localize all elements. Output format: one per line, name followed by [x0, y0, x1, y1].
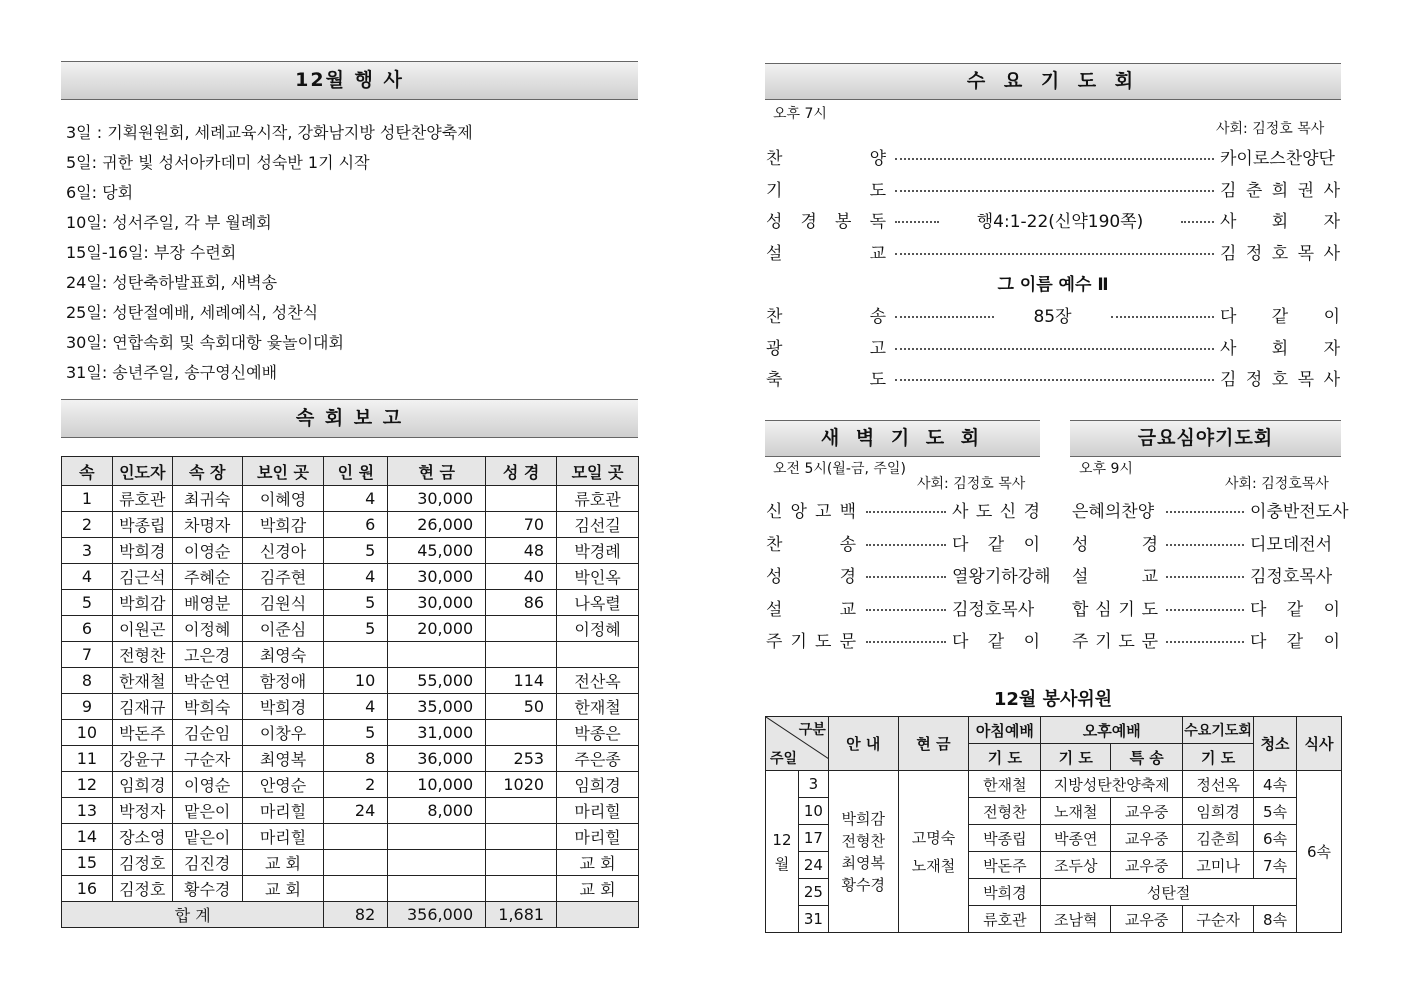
table-cell: 최귀숙: [172, 486, 242, 512]
table-cell: 12: [62, 772, 113, 798]
table-cell: 함정애: [242, 668, 324, 694]
table-cell: [486, 876, 557, 902]
table-cell: 교 회: [557, 850, 639, 876]
table-cell: 86: [486, 590, 557, 616]
table-cell: 김주현: [242, 564, 324, 590]
table-cell: 임희경: [112, 772, 172, 798]
december-events-header: [61, 61, 638, 100]
col-header: 속: [62, 457, 113, 486]
table-cell: 김정호: [112, 850, 172, 876]
program-label: 광 고: [766, 338, 886, 359]
table-cell: 김재규: [112, 694, 172, 720]
dotted-leader: [866, 544, 946, 546]
wednesday-pray-cell: 정선옥: [1183, 771, 1254, 798]
cleaning-cell: 4속: [1254, 771, 1297, 798]
table-cell: [557, 642, 639, 668]
table-cell: 10: [62, 720, 113, 746]
dotted-leader: [895, 221, 939, 223]
table-cell: 박인옥: [557, 564, 639, 590]
dotted-leader: [895, 158, 1214, 160]
cleaning-cell: 5속: [1254, 798, 1297, 825]
december-events-title: 12월 행 사: [295, 69, 404, 91]
table-cell: 3: [62, 538, 113, 564]
total-bible: 1,681: [486, 902, 557, 928]
table-cell: 박희숙: [172, 694, 242, 720]
table-cell: 26,000: [388, 512, 486, 538]
table-cell: 박희경: [112, 538, 172, 564]
table-cell: 1020: [486, 772, 557, 798]
program-detail: 행4:1-22(신약190쪽): [976, 212, 1144, 232]
program-person: 다 같 이: [952, 632, 1040, 652]
table-row: [766, 771, 1342, 798]
program-label: 설 교: [1072, 567, 1158, 587]
table-cell: 16: [62, 876, 113, 902]
table-row: [62, 850, 639, 876]
program-label: 성 경: [766, 567, 856, 587]
table-row: [62, 798, 639, 824]
table-cell: 5: [324, 538, 388, 564]
table-cell: 고은경: [172, 642, 242, 668]
wednesday-service-header: 수요기도회: [1183, 717, 1254, 744]
offering-list: 고명숙 노재철: [898, 771, 969, 933]
morning-header: 아침예배: [969, 717, 1041, 744]
table-cell: 황수경: [172, 876, 242, 902]
sermon-title: 그 이름 예수 Ⅱ: [997, 275, 1109, 295]
total-people: 82: [324, 902, 388, 928]
table-cell: 1: [62, 486, 113, 512]
table-cell: 최영숙: [242, 642, 324, 668]
table-cell: 신경아: [242, 538, 324, 564]
program-person: 사 도 신 경: [952, 502, 1040, 522]
program-person: 김정호목사: [952, 599, 1035, 620]
cleaning-cell: 6속: [1254, 825, 1297, 852]
guide-list: 박희감 전형찬 최영복 황수경: [828, 771, 898, 933]
cleaning-cell: 7속: [1254, 852, 1297, 879]
table-cell: 70: [486, 512, 557, 538]
dotted-leader: [1181, 221, 1214, 223]
table-cell: 45,000: [388, 538, 486, 564]
table-row: [62, 746, 639, 772]
dawn-header: [765, 420, 1040, 457]
program-person: 카이로스찬양단: [1220, 149, 1335, 169]
table-cell: 8,000: [388, 798, 486, 824]
program-label: 찬 송: [766, 307, 886, 327]
table-cell: 4: [324, 564, 388, 590]
table-cell: 박돈주: [112, 720, 172, 746]
table-cell: [486, 616, 557, 642]
afternoon-header: 오후예배: [1041, 717, 1183, 744]
table-cell: 차명자: [172, 512, 242, 538]
event-item: 24일: 성탄축하발표회, 새벽송: [66, 273, 278, 292]
table-row: [62, 486, 639, 512]
table-cell: 맡은이: [172, 798, 242, 824]
morning-pray-cell: 전형찬: [969, 798, 1041, 825]
table-cell: 교 회: [557, 876, 639, 902]
table-cell: 4: [324, 486, 388, 512]
event-item: 3일 : 기획원원회, 세례교육시작, 강화남지방 성탄찬양축제: [66, 123, 473, 142]
table-row: [62, 642, 639, 668]
program-label: 찬 양: [766, 149, 886, 169]
day-cell: 31: [798, 906, 828, 933]
table-row: [62, 668, 639, 694]
dotted-leader: [895, 316, 994, 318]
total-empty: [557, 902, 639, 928]
dotted-leader: [1111, 316, 1214, 318]
afternoon-special-cell: 교우중: [1111, 825, 1183, 852]
table-cell: 한재철: [557, 694, 639, 720]
afternoon-pray-cell: 조두상: [1041, 852, 1111, 879]
dotted-leader: [1166, 576, 1244, 578]
table-cell: 박순연: [172, 668, 242, 694]
morning-pray-cell: 박종립: [969, 825, 1041, 852]
table-cell: 김순임: [172, 720, 242, 746]
dotted-leader: [866, 576, 946, 578]
table-cell: 구순자: [172, 746, 242, 772]
day-cell: 3: [798, 771, 828, 798]
table-cell: 7: [62, 642, 113, 668]
col-header: 성 경: [486, 457, 557, 486]
table-row: [62, 512, 639, 538]
day-cell: 24: [798, 852, 828, 879]
table-row: [62, 824, 639, 850]
event-item: 25일: 성탄절예배, 세례예식, 성찬식: [66, 303, 319, 322]
program-label: 주 기 도 문: [1072, 632, 1158, 652]
program-label: 성 경 봉 독: [766, 212, 886, 232]
table-cell: 50: [486, 694, 557, 720]
col-header: 현 금: [388, 457, 486, 486]
table-cell: 박정자: [112, 798, 172, 824]
table-cell: 15: [62, 850, 113, 876]
wednesday-pray-cell: 구순자: [1183, 906, 1254, 933]
dawn-leader: 사회: 김정호 목사: [917, 476, 1026, 492]
table-cell: 30,000: [388, 486, 486, 512]
event-item: 10일: 성서주일, 각 부 월례회: [66, 213, 272, 232]
table-cell: [324, 824, 388, 850]
wednesday-pray-header: 기 도: [1183, 744, 1254, 771]
table-cell: 류호관: [557, 486, 639, 512]
program-person: 디모데전서: [1250, 534, 1333, 555]
event-item: 5일: 귀한 빛 성서아카데미 성숙반 1기 시작: [66, 153, 370, 172]
event-item: 6일: 당회: [66, 183, 134, 202]
table-cell: 24: [324, 798, 388, 824]
dotted-leader: [895, 379, 1214, 381]
table-cell: 이혜영: [242, 486, 324, 512]
table-row: [62, 876, 639, 902]
corner-cell: [766, 717, 829, 771]
table-row: [62, 720, 639, 746]
table-cell: 나옥렬: [557, 590, 639, 616]
table-cell: 2: [324, 772, 388, 798]
program-label: 찬 송: [766, 534, 856, 555]
table-cell: 4: [324, 694, 388, 720]
table-cell: 6: [62, 616, 113, 642]
table-cell: 박희감: [112, 590, 172, 616]
day-cell: 17: [798, 825, 828, 852]
table-cell: 한재철: [112, 668, 172, 694]
program-person: 다 같 이: [952, 534, 1040, 555]
dotted-leader: [895, 348, 1214, 350]
wednesday-pray-cell: 김춘희: [1183, 825, 1254, 852]
col-header: 모일 곳: [557, 457, 639, 486]
friday-header: [1070, 420, 1341, 457]
col-header: 인도자: [112, 457, 172, 486]
afternoon-pray-header: 기 도: [1041, 744, 1111, 771]
table-cell: 11: [62, 746, 113, 772]
table-cell: 5: [324, 590, 388, 616]
table-cell: 48: [486, 538, 557, 564]
table-cell: 박종은: [557, 720, 639, 746]
table-cell: 5: [62, 590, 113, 616]
program-person: 다 같 이: [1220, 307, 1340, 327]
table-cell: [388, 850, 486, 876]
dotted-leader: [895, 253, 1214, 255]
table-cell: 안영순: [242, 772, 324, 798]
table-cell: 10: [324, 668, 388, 694]
table-cell: 20,000: [388, 616, 486, 642]
afternoon-pray-cell: 박종연: [1041, 825, 1111, 852]
col-header: 보인 곳: [242, 457, 324, 486]
cell-report-table: [61, 456, 639, 928]
dawn-title: 새 벽 기 도 회: [820, 427, 985, 449]
guide-header: 안 내: [828, 717, 898, 771]
table-cell: 박경례: [557, 538, 639, 564]
program-detail: 85장: [1033, 307, 1072, 327]
table-row: [62, 694, 639, 720]
service-table: [765, 716, 1342, 933]
table-cell: 30,000: [388, 564, 486, 590]
wednesday-title: 수 요 기 도 회: [966, 70, 1140, 92]
program-person: 다 같 이: [1250, 599, 1340, 620]
dotted-leader: [1166, 544, 1244, 546]
table-cell: [324, 642, 388, 668]
event-item: 15일-16일: 부장 수련회: [66, 243, 237, 262]
table-cell: 주혜순: [172, 564, 242, 590]
table-cell: [324, 876, 388, 902]
table-cell: 6: [324, 512, 388, 538]
table-cell: 임희경: [557, 772, 639, 798]
table-cell: 김선길: [557, 512, 639, 538]
cell-report-header-row: [62, 457, 639, 486]
table-cell: 마리힐: [557, 824, 639, 850]
wednesday-time: 오후 7시: [773, 106, 827, 122]
col-header: 인 원: [324, 457, 388, 486]
program-person: 열왕기하강해: [952, 567, 1051, 587]
table-cell: 전산옥: [557, 668, 639, 694]
table-row: [62, 772, 639, 798]
table-cell: 이정혜: [557, 616, 639, 642]
table-cell: [486, 720, 557, 746]
program-label: 성 경: [1072, 534, 1158, 555]
corner-top: 구분: [798, 722, 826, 738]
morning-pray-cell: 류호관: [969, 906, 1041, 933]
table-cell: 주은종: [557, 746, 639, 772]
table-row: [62, 538, 639, 564]
wednesday-pray-cell: 고미나: [1183, 852, 1254, 879]
dotted-leader: [1166, 609, 1244, 611]
table-cell: 이영순: [172, 772, 242, 798]
table-cell: [486, 642, 557, 668]
program-person: 김정호목사: [1250, 567, 1333, 587]
table-cell: 박종립: [112, 512, 172, 538]
table-cell: [324, 850, 388, 876]
dotted-leader: [866, 511, 946, 513]
table-cell: 35,000: [388, 694, 486, 720]
table-row: [62, 616, 639, 642]
table-cell: 김원식: [242, 590, 324, 616]
month-cell: 12월: [766, 771, 799, 933]
meal-header: 식사: [1297, 717, 1342, 771]
table-cell: 8: [62, 668, 113, 694]
table-cell: 배영분: [172, 590, 242, 616]
program-label: 합 심 기 도: [1072, 599, 1158, 620]
wednesday-leader: 사회: 김정호 목사: [1216, 121, 1325, 137]
table-cell: 114: [486, 668, 557, 694]
table-cell: 강윤구: [112, 746, 172, 772]
afternoon-special-header: 특 송: [1111, 744, 1183, 771]
program-label: 주 기 도 문: [766, 632, 856, 652]
table-cell: 류호관: [112, 486, 172, 512]
day-cell: 10: [798, 798, 828, 825]
dotted-leader: [866, 641, 946, 643]
table-cell: 2: [62, 512, 113, 538]
table-cell: 253: [486, 746, 557, 772]
total-label: 합 계: [62, 902, 324, 928]
cell-report-header: [61, 399, 638, 438]
afternoon-special-cell: 교우중: [1111, 852, 1183, 879]
table-cell: [388, 876, 486, 902]
total-offering: 356,000: [388, 902, 486, 928]
table-cell: 마리힐: [557, 798, 639, 824]
table-cell: 10,000: [388, 772, 486, 798]
table-cell: 55,000: [388, 668, 486, 694]
afternoon-pray-cell: 조남혁: [1041, 906, 1111, 933]
table-cell: 14: [62, 824, 113, 850]
program-person: 김 정 호 목 사: [1220, 243, 1340, 264]
table-cell: 마리힐: [242, 824, 324, 850]
table-cell: [486, 850, 557, 876]
table-cell: [388, 642, 486, 668]
program-label: 축 도: [766, 370, 886, 390]
table-cell: 5: [324, 720, 388, 746]
program-person: 다 같 이: [1250, 632, 1340, 652]
table-cell: 4: [62, 564, 113, 590]
morning-pray-header: 기 도: [969, 744, 1041, 771]
afternoon-pray-cell: 지방성탄찬양축제: [1041, 771, 1183, 798]
meal-cell: 6속: [1297, 771, 1342, 933]
table-cell: 장소영: [112, 824, 172, 850]
afternoon-pray-cell: 노재철: [1041, 798, 1111, 825]
morning-pray-cell: 박돈주: [969, 852, 1041, 879]
program-person: 사 회 자: [1220, 338, 1340, 359]
program-person: 사 회 자: [1220, 212, 1340, 232]
table-cell: 이창우: [242, 720, 324, 746]
table-cell: 8: [324, 746, 388, 772]
program-label: 은혜의찬양: [1072, 502, 1155, 522]
table-cell: 교 회: [242, 850, 324, 876]
morning-pray-cell: 박희경: [969, 879, 1041, 906]
table-cell: 맡은이: [172, 824, 242, 850]
friday-leader: 사회: 김정호목사: [1225, 476, 1329, 492]
table-cell: 김정호: [112, 876, 172, 902]
table-cell: [388, 824, 486, 850]
dotted-leader: [895, 190, 1214, 192]
table-cell: 교 회: [242, 876, 324, 902]
christmas-cell: 성탄절: [1041, 879, 1297, 906]
total-row: [62, 902, 639, 928]
table-cell: 13: [62, 798, 113, 824]
program-person: 김 정 호 목 사: [1220, 370, 1340, 390]
table-cell: 이준심: [242, 616, 324, 642]
table-cell: 최영복: [242, 746, 324, 772]
dawn-time: 오전 5시(월-금, 주일): [773, 461, 906, 477]
table-cell: 박희감: [242, 512, 324, 538]
table-cell: 31,000: [388, 720, 486, 746]
table-cell: 9: [62, 694, 113, 720]
event-item: 31일: 송년주일, 송구영신예배: [66, 363, 278, 382]
dotted-leader: [1166, 641, 1244, 643]
table-cell: 36,000: [388, 746, 486, 772]
table-cell: [486, 824, 557, 850]
program-person: 김 춘 희 권 사: [1220, 180, 1340, 201]
wednesday-header: [765, 63, 1341, 100]
table-row: [62, 564, 639, 590]
program-person: 이충반전도사: [1250, 502, 1349, 522]
program-label: 설 교: [766, 599, 856, 620]
program-label: 설 교: [766, 243, 886, 264]
program-label: 기 도: [766, 180, 886, 201]
service-title: 12월 봉사위원: [993, 689, 1113, 710]
dotted-leader: [1166, 511, 1244, 513]
dotted-leader: [866, 609, 946, 611]
table-cell: 전형찬: [112, 642, 172, 668]
table-cell: 이영순: [172, 538, 242, 564]
table-cell: [486, 486, 557, 512]
table-cell: 5: [324, 616, 388, 642]
col-header: 속 장: [172, 457, 242, 486]
table-cell: 마리힐: [242, 798, 324, 824]
afternoon-special-cell: 교우중: [1111, 798, 1183, 825]
table-cell: 30,000: [388, 590, 486, 616]
cleaning-cell: 8속: [1254, 906, 1297, 933]
morning-pray-cell: 한재철: [969, 771, 1041, 798]
offering-header: 현 금: [898, 717, 969, 771]
table-cell: 이원곤: [112, 616, 172, 642]
friday-time: 오후 9시: [1079, 461, 1133, 477]
table-cell: 이정혜: [172, 616, 242, 642]
wednesday-pray-cell: 임희경: [1183, 798, 1254, 825]
cell-report-title: 속 회 보 고: [295, 407, 404, 429]
table-row: [62, 590, 639, 616]
day-cell: 25: [798, 879, 828, 906]
cleaning-header: 청소: [1254, 717, 1297, 771]
afternoon-special-cell: 교우중: [1111, 906, 1183, 933]
table-cell: [486, 798, 557, 824]
table-cell: 박희경: [242, 694, 324, 720]
table-cell: 40: [486, 564, 557, 590]
friday-title: 금요심야기도회: [1137, 427, 1274, 449]
table-cell: 김근석: [112, 564, 172, 590]
event-item: 30일: 연합속회 및 속회대항 윷놀이대회: [66, 333, 344, 352]
corner-bottom: 주일: [770, 751, 798, 767]
program-label: 신 앙 고 백: [766, 502, 856, 522]
table-cell: 김진경: [172, 850, 242, 876]
